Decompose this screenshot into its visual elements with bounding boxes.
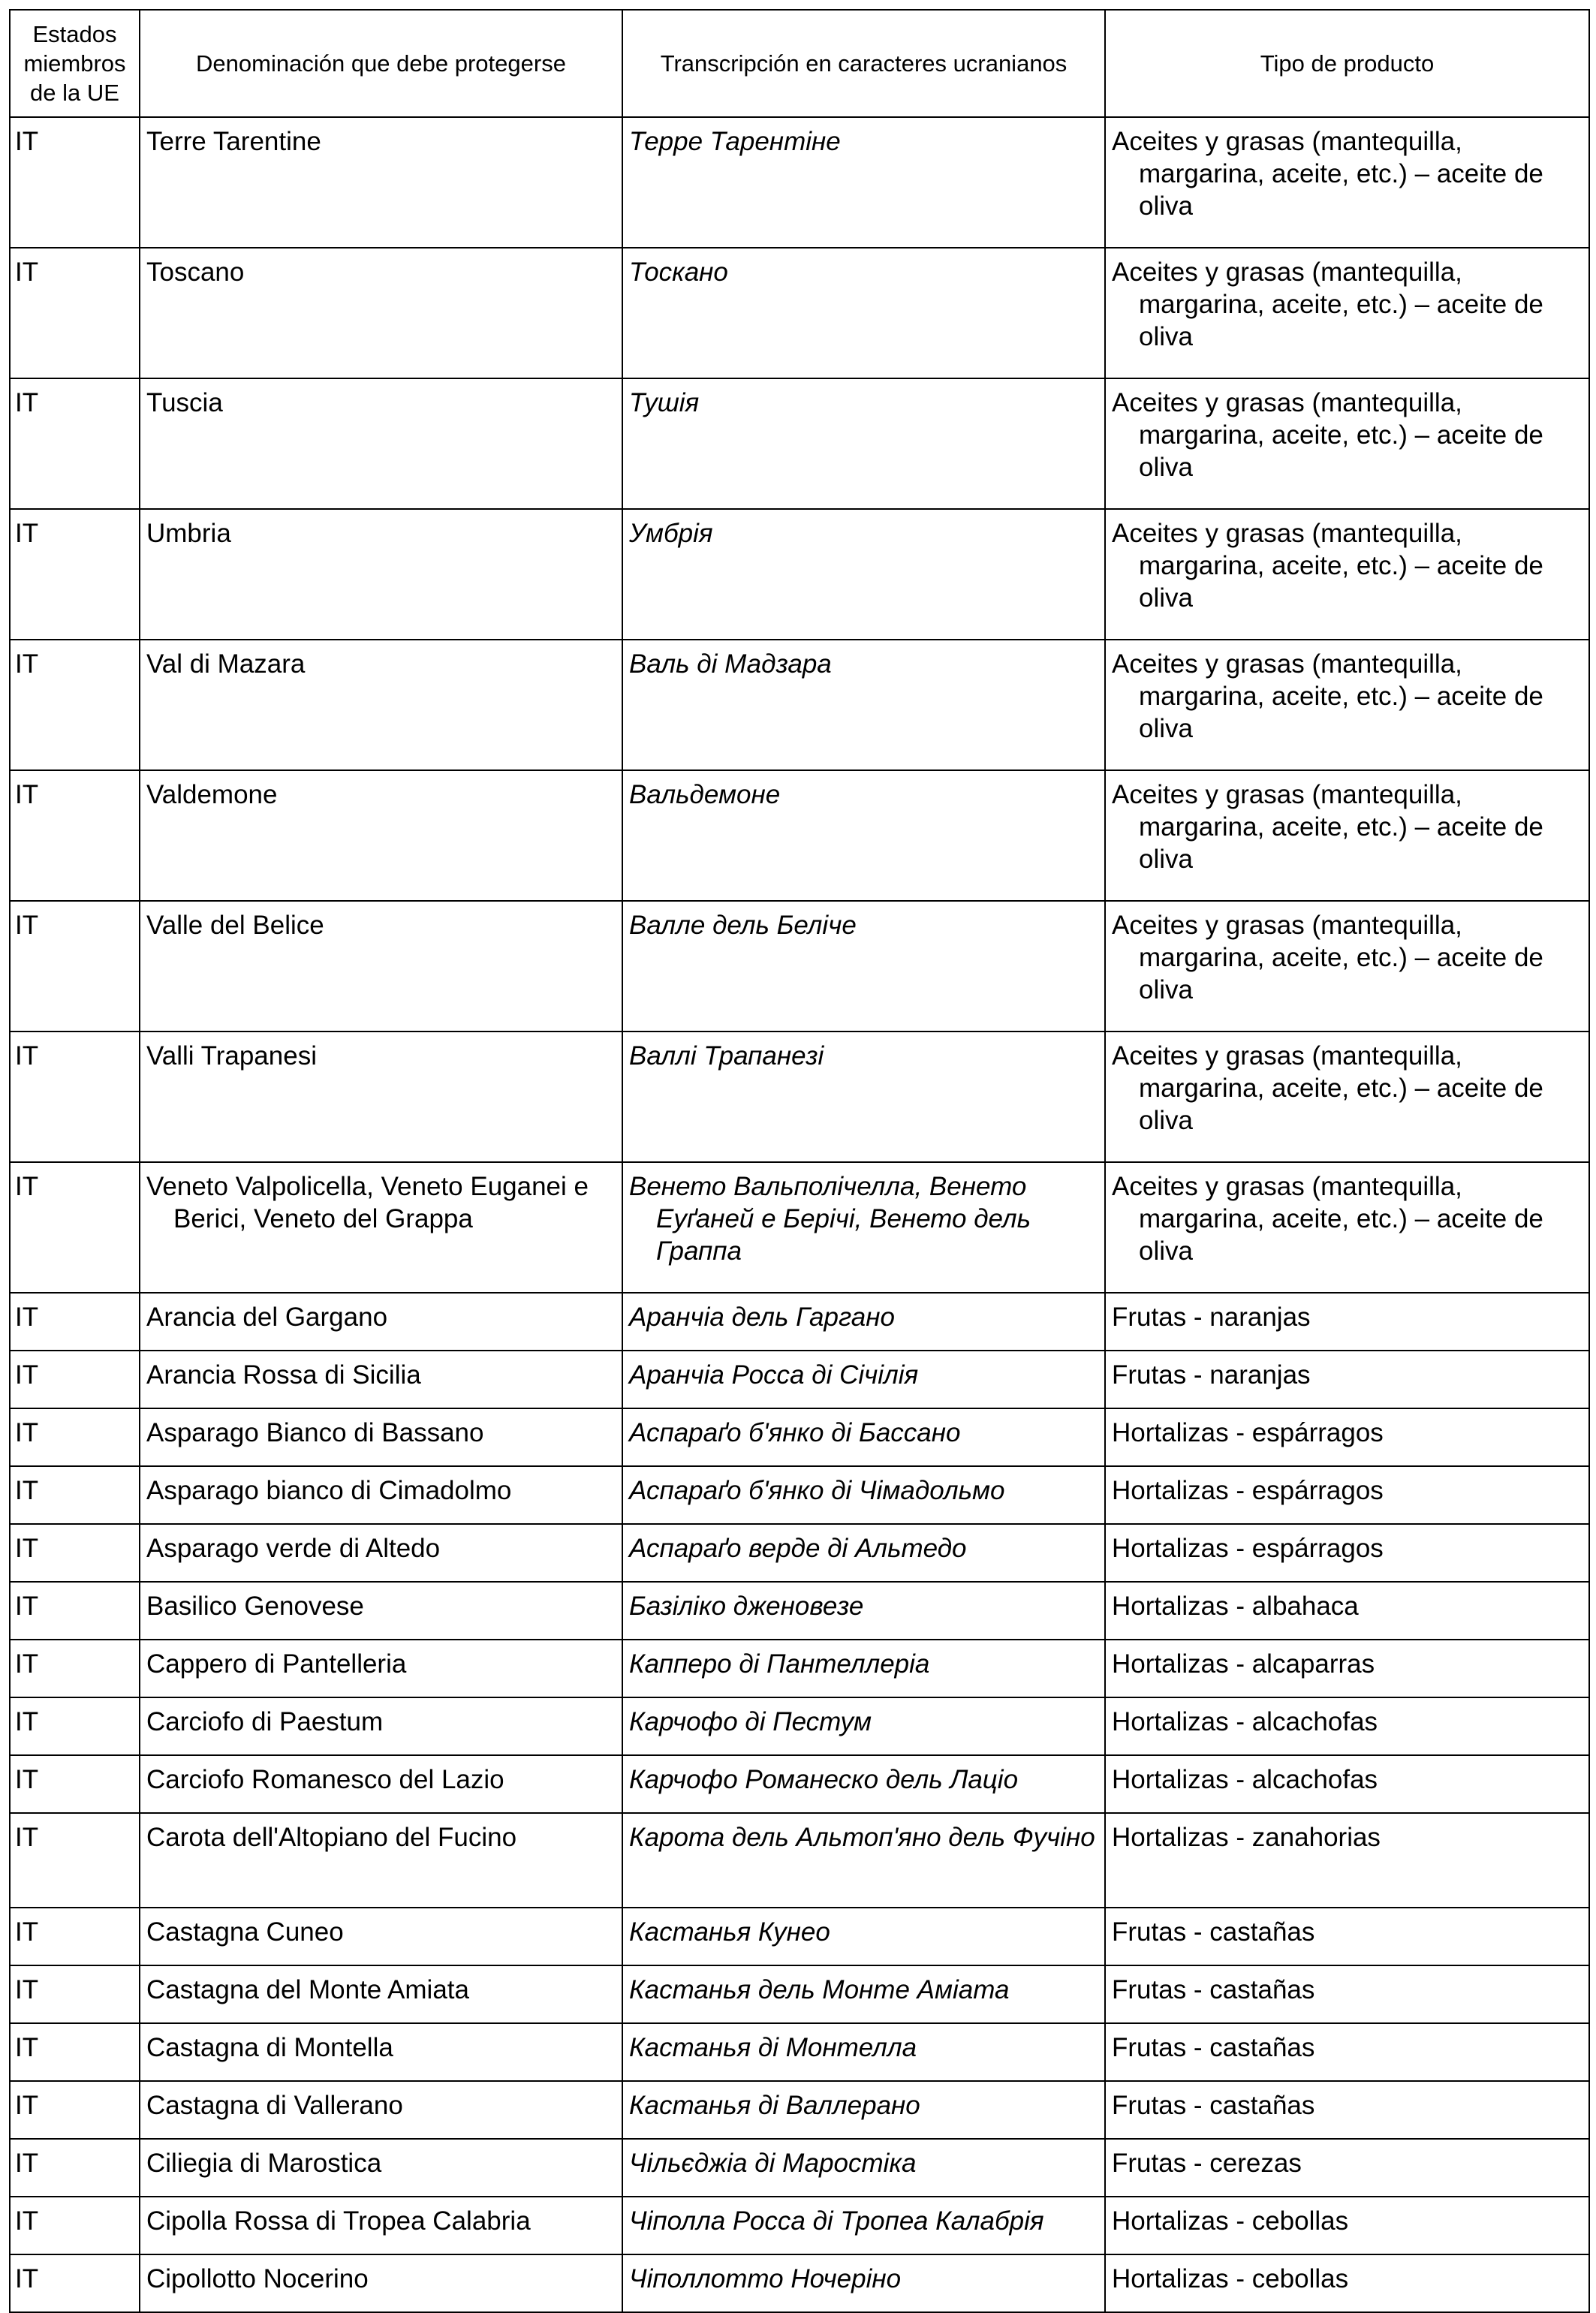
cell-member-state-text: IT — [15, 1476, 39, 1505]
cell-product-type-text: Aceites y grasas (mantequilla, margarina, aceite, etc.) – aceite de oliva — [1112, 519, 1543, 613]
cell-transcription — [622, 1640, 1105, 1697]
cell-product-type-text: Aceites y grasas (mantequilla, margarina, aceite, etc.) – aceite de oliva — [1112, 649, 1543, 743]
table-row — [10, 640, 1589, 770]
cell-product-type — [1105, 1032, 1589, 1162]
cell-transcription — [622, 1293, 1105, 1351]
cell-protected-name-text: Tuscia — [146, 388, 223, 417]
cell-product-type-text: Frutas - cerezas — [1112, 2149, 1302, 2178]
cell-member-state-text: IT — [15, 1649, 39, 1679]
cell-product-type — [1105, 1293, 1589, 1351]
cell-member-state-text: IT — [15, 1534, 39, 1563]
cell-product-type — [1105, 2081, 1589, 2139]
cell-protected-name — [140, 1524, 622, 1582]
cell-transcription — [622, 117, 1105, 248]
cell-transcription — [622, 248, 1105, 378]
cell-protected-name-text: Cappero di Pantelleria — [146, 1649, 407, 1679]
cell-member-state — [10, 1697, 140, 1755]
cell-transcription — [622, 1162, 1105, 1293]
cell-member-state — [10, 2139, 140, 2197]
cell-product-type — [1105, 640, 1589, 770]
cell-member-state-text: IT — [15, 2206, 39, 2236]
cell-product-type-text: Frutas - castañas — [1112, 2091, 1315, 2120]
cell-protected-name-text: Carota dell'Altopiano del Fucino — [146, 1823, 517, 1852]
cell-transcription-text: Валле дель Беліче — [629, 911, 857, 940]
cell-product-type-text: Aceites y grasas (mantequilla, margarina, aceite, etc.) – aceite de oliva — [1112, 1172, 1543, 1266]
document-page — [9, 9, 1588, 2313]
cell-product-type-text: Hortalizas - zanahorias — [1112, 1823, 1381, 1852]
cell-protected-name — [140, 2254, 622, 2312]
cell-product-type-text: Aceites y grasas (mantequilla, margarina, aceite, etc.) – aceite de oliva — [1112, 127, 1543, 221]
cell-protected-name-text: Arancia Rossa di Sicilia — [146, 1360, 421, 1390]
cell-member-state — [10, 901, 140, 1032]
cell-member-state-text: IT — [15, 1707, 39, 1736]
cell-protected-name-text: Arancia del Gargano — [146, 1303, 388, 1332]
cell-protected-name-text: Veneto Valpolicella, Veneto Euganei e Berici, Veneto del Grappa — [146, 1172, 589, 1233]
cell-member-state — [10, 1408, 140, 1466]
cell-transcription-text: Валь ді Мадзара — [629, 649, 832, 679]
cell-protected-name-text: Valdemone — [146, 780, 278, 809]
cell-member-state-text: IT — [15, 1418, 39, 1447]
cell-product-type — [1105, 1524, 1589, 1582]
cell-protected-name-text: Val di Mazara — [146, 649, 306, 679]
cell-product-type-text: Frutas - castañas — [1112, 1975, 1315, 2004]
cell-member-state-text: IT — [15, 519, 39, 548]
table-row — [10, 1408, 1589, 1466]
cell-product-type — [1105, 1908, 1589, 1965]
cell-protected-name-text: Basilico Genovese — [146, 1592, 364, 1621]
cell-transcription-text: Кастанья Кунео — [629, 1917, 830, 1947]
cell-product-type — [1105, 901, 1589, 1032]
cell-transcription — [622, 1908, 1105, 1965]
table-row — [10, 1697, 1589, 1755]
cell-member-state — [10, 1582, 140, 1640]
cell-product-type — [1105, 248, 1589, 378]
cell-member-state-text: IT — [15, 2149, 39, 2178]
cell-protected-name — [140, 640, 622, 770]
header-product-type: Tipo de producto — [1105, 10, 1589, 117]
cell-product-type-text: Hortalizas - cebollas — [1112, 2264, 1349, 2293]
cell-product-type — [1105, 1162, 1589, 1293]
cell-member-state — [10, 2197, 140, 2254]
cell-member-state — [10, 1162, 140, 1293]
cell-protected-name — [140, 2197, 622, 2254]
cell-protected-name-text: Castagna del Monte Amiata — [146, 1975, 469, 2004]
cell-transcription-text: Чіполла Росса ді Тропеа Калабрія — [629, 2206, 1044, 2236]
cell-protected-name — [140, 1351, 622, 1408]
table-row — [10, 2254, 1589, 2312]
cell-member-state — [10, 1908, 140, 1965]
cell-member-state-text: IT — [15, 388, 39, 417]
cell-protected-name — [140, 2023, 622, 2081]
cell-product-type-text: Aceites y grasas (mantequilla, margarina, aceite, etc.) – aceite de oliva — [1112, 258, 1543, 351]
cell-member-state-text: IT — [15, 127, 39, 156]
cell-member-state — [10, 378, 140, 509]
cell-protected-name-text: Valli Trapanesi — [146, 1041, 317, 1071]
cell-product-type — [1105, 117, 1589, 248]
cell-member-state — [10, 1755, 140, 1813]
cell-protected-name-text: Cipolla Rossa di Tropea Calabria — [146, 2206, 531, 2236]
cell-protected-name — [140, 378, 622, 509]
cell-protected-name-text: Asparago verde di Altedo — [146, 1534, 441, 1563]
cell-protected-name — [140, 2081, 622, 2139]
cell-transcription — [622, 1351, 1105, 1408]
cell-protected-name-text: Castagna di Montella — [146, 2033, 393, 2062]
cell-product-type — [1105, 2023, 1589, 2081]
cell-transcription-text: Тушія — [629, 388, 700, 417]
cell-protected-name — [140, 1755, 622, 1813]
cell-product-type — [1105, 509, 1589, 640]
cell-transcription — [622, 1965, 1105, 2023]
cell-product-type-text: Hortalizas - espárragos — [1112, 1476, 1384, 1505]
cell-protected-name-text: Umbria — [146, 519, 231, 548]
cell-transcription — [622, 378, 1105, 509]
cell-protected-name-text: Valle del Belice — [146, 911, 324, 940]
table-row — [10, 770, 1589, 901]
table-row — [10, 1582, 1589, 1640]
cell-product-type — [1105, 1582, 1589, 1640]
table-row — [10, 1908, 1589, 1965]
cell-product-type — [1105, 1813, 1589, 1908]
cell-protected-name-text: Carciofo di Paestum — [146, 1707, 384, 1736]
table-row — [10, 248, 1589, 378]
table-row — [10, 378, 1589, 509]
cell-member-state — [10, 248, 140, 378]
cell-transcription — [622, 1032, 1105, 1162]
cell-transcription-text: Умбрія — [629, 519, 713, 548]
table-row — [10, 2139, 1589, 2197]
cell-member-state-text: IT — [15, 1823, 39, 1852]
cell-member-state — [10, 2254, 140, 2312]
cell-protected-name-text: Asparago Bianco di Bassano — [146, 1418, 484, 1447]
cell-member-state-text: IT — [15, 1303, 39, 1332]
cell-transcription — [622, 1524, 1105, 1582]
cell-member-state-text: IT — [15, 649, 39, 679]
cell-protected-name — [140, 2139, 622, 2197]
cell-member-state — [10, 2081, 140, 2139]
table-row — [10, 1032, 1589, 1162]
cell-product-type — [1105, 2197, 1589, 2254]
cell-transcription-text: Аспараґо верде ді Альтедо — [629, 1534, 967, 1563]
cell-protected-name — [140, 1582, 622, 1640]
cell-member-state — [10, 1351, 140, 1408]
cell-member-state — [10, 2023, 140, 2081]
cell-protected-name-text: Castagna Cuneo — [146, 1917, 344, 1947]
cell-protected-name — [140, 770, 622, 901]
cell-transcription — [622, 2197, 1105, 2254]
cell-protected-name — [140, 1293, 622, 1351]
table-row — [10, 2023, 1589, 2081]
cell-transcription-text: Тоскано — [629, 258, 728, 287]
cell-protected-name-text: Terre Tarentine — [146, 127, 321, 156]
cell-transcription — [622, 1466, 1105, 1524]
cell-product-type-text: Hortalizas - albahaca — [1112, 1592, 1359, 1621]
cell-transcription — [622, 1697, 1105, 1755]
cell-product-type — [1105, 1640, 1589, 1697]
cell-transcription-text: Терре Тарентіне — [629, 127, 841, 156]
cell-product-type-text: Aceites y grasas (mantequilla, margarina, aceite, etc.) – aceite de oliva — [1112, 780, 1543, 874]
cell-member-state — [10, 1965, 140, 2023]
cell-product-type-text: Hortalizas - alcachofas — [1112, 1707, 1378, 1736]
cell-member-state — [10, 1466, 140, 1524]
cell-protected-name — [140, 1408, 622, 1466]
cell-transcription-text: Венето Вальполічелла, Венето Еуґаней е Берічі, Венето дель Граппа — [629, 1172, 1031, 1266]
table-row — [10, 1640, 1589, 1697]
cell-member-state-text: IT — [15, 2091, 39, 2120]
cell-member-state — [10, 509, 140, 640]
cell-transcription — [622, 1813, 1105, 1908]
cell-transcription — [622, 901, 1105, 1032]
cell-product-type — [1105, 1755, 1589, 1813]
cell-protected-name — [140, 1965, 622, 2023]
cell-product-type-text: Hortalizas - cebollas — [1112, 2206, 1349, 2236]
cell-protected-name-text: Ciliegia di Marostica — [146, 2149, 382, 2178]
cell-product-type-text: Aceites y grasas (mantequilla, margarina, aceite, etc.) – aceite de oliva — [1112, 1041, 1543, 1135]
cell-product-type — [1105, 1965, 1589, 2023]
cell-protected-name-text: Carciofo Romanesco del Lazio — [146, 1765, 504, 1794]
cell-protected-name — [140, 117, 622, 248]
cell-transcription — [622, 2139, 1105, 2197]
table-body — [10, 117, 1589, 2312]
cell-member-state-text: IT — [15, 2033, 39, 2062]
table-row — [10, 1755, 1589, 1813]
cell-transcription-text: Карчофо Романеско дель Лаціо — [629, 1765, 1019, 1794]
cell-transcription — [622, 2254, 1105, 2312]
cell-protected-name — [140, 901, 622, 1032]
cell-transcription-text: Аспараґо б'янко ді Чімадольмо — [629, 1476, 1005, 1505]
cell-transcription — [622, 509, 1105, 640]
cell-transcription-text: Кастанья дель Монте Аміата — [629, 1975, 1010, 2004]
cell-product-type-text: Hortalizas - espárragos — [1112, 1534, 1384, 1563]
cell-member-state — [10, 1813, 140, 1908]
cell-member-state-text: IT — [15, 1360, 39, 1390]
table-row — [10, 1466, 1589, 1524]
cell-transcription — [622, 1755, 1105, 1813]
cell-protected-name — [140, 1162, 622, 1293]
cell-transcription-text: Аспараґо б'янко ді Бассано — [629, 1418, 961, 1447]
cell-member-state — [10, 1293, 140, 1351]
cell-protected-name — [140, 1813, 622, 1908]
table-row — [10, 901, 1589, 1032]
cell-product-type — [1105, 378, 1589, 509]
cell-transcription-text: Карчофо ді Пестум — [629, 1707, 872, 1736]
table-row — [10, 1351, 1589, 1408]
cell-product-type — [1105, 2254, 1589, 2312]
cell-product-type-text: Hortalizas - alcaparras — [1112, 1649, 1375, 1679]
cell-protected-name — [140, 1032, 622, 1162]
cell-member-state-text: IT — [15, 1765, 39, 1794]
cell-transcription-text: Базіліко дженовезе — [629, 1592, 864, 1621]
cell-transcription — [622, 1582, 1105, 1640]
table-row — [10, 1293, 1589, 1351]
cell-protected-name — [140, 248, 622, 378]
cell-member-state — [10, 1524, 140, 1582]
cell-member-state-text: IT — [15, 1917, 39, 1947]
table-header-row — [10, 10, 1589, 117]
protected-names-table — [9, 9, 1590, 2313]
cell-protected-name — [140, 1697, 622, 1755]
cell-transcription — [622, 770, 1105, 901]
cell-transcription-text: Капперо ді Пантеллеріа — [629, 1649, 930, 1679]
header-member-state: Estados miembros de la UE — [10, 10, 140, 117]
table-row — [10, 1162, 1589, 1293]
cell-product-type-text: Frutas - castañas — [1112, 1917, 1315, 1947]
cell-protected-name-text: Asparago bianco di Cimadolmo — [146, 1476, 512, 1505]
cell-protected-name — [140, 1466, 622, 1524]
cell-transcription-text: Вальдемоне — [629, 780, 781, 809]
cell-member-state — [10, 1640, 140, 1697]
cell-product-type-text: Hortalizas - alcachofas — [1112, 1765, 1378, 1794]
cell-member-state-text: IT — [15, 1592, 39, 1621]
cell-product-type — [1105, 770, 1589, 901]
cell-protected-name-text: Toscano — [146, 258, 245, 287]
cell-member-state — [10, 640, 140, 770]
cell-member-state-text: IT — [15, 1172, 39, 1201]
cell-product-type — [1105, 1466, 1589, 1524]
cell-product-type — [1105, 2139, 1589, 2197]
cell-member-state-text: IT — [15, 258, 39, 287]
cell-protected-name — [140, 1908, 622, 1965]
cell-transcription-text: Аранчіа дель Гаргано — [629, 1303, 895, 1332]
cell-member-state — [10, 1032, 140, 1162]
cell-product-type — [1105, 1697, 1589, 1755]
cell-transcription-text: Кастанья ді Валлерано — [629, 2091, 920, 2120]
cell-member-state-text: IT — [15, 2264, 39, 2293]
cell-product-type-text: Aceites y grasas (mantequilla, margarina, aceite, etc.) – aceite de oliva — [1112, 911, 1543, 1004]
cell-transcription — [622, 640, 1105, 770]
cell-protected-name — [140, 509, 622, 640]
cell-transcription — [622, 2023, 1105, 2081]
cell-product-type-text: Frutas - castañas — [1112, 2033, 1315, 2062]
cell-protected-name — [140, 1640, 622, 1697]
cell-transcription-text: Кастанья ді Монтелла — [629, 2033, 917, 2062]
cell-member-state-text: IT — [15, 1975, 39, 2004]
cell-transcription-text: Аранчіа Росса ді Січілія — [629, 1360, 919, 1390]
cell-protected-name-text: Cipollotto Nocerino — [146, 2264, 369, 2293]
cell-transcription — [622, 1408, 1105, 1466]
table-row — [10, 509, 1589, 640]
cell-protected-name-text: Castagna di Vallerano — [146, 2091, 403, 2120]
table-row — [10, 117, 1589, 248]
table-row — [10, 1965, 1589, 2023]
table-row — [10, 2197, 1589, 2254]
cell-transcription-text: Чіполлотто Ночеріно — [629, 2264, 902, 2293]
cell-product-type — [1105, 1408, 1589, 1466]
table-row — [10, 2081, 1589, 2139]
header-transcription: Transcripción en caracteres ucranianos — [622, 10, 1105, 117]
cell-member-state — [10, 770, 140, 901]
cell-product-type-text: Aceites y grasas (mantequilla, margarina, aceite, etc.) – aceite de oliva — [1112, 388, 1543, 482]
cell-transcription-text: Карота дель Альтоп'яно дель Фучіно — [629, 1823, 1095, 1852]
cell-transcription-text: Валлі Трапанезі — [629, 1041, 824, 1071]
cell-member-state-text: IT — [15, 911, 39, 940]
cell-product-type-text: Hortalizas - espárragos — [1112, 1418, 1384, 1447]
cell-transcription-text: Чільєджіа ді Маростіка — [629, 2149, 917, 2178]
table-row — [10, 1813, 1589, 1908]
cell-product-type — [1105, 1351, 1589, 1408]
cell-member-state-text: IT — [15, 780, 39, 809]
cell-product-type-text: Frutas - naranjas — [1112, 1303, 1311, 1332]
header-protected-name: Denominación que debe protegerse — [140, 10, 622, 117]
cell-member-state-text: IT — [15, 1041, 39, 1071]
table-row — [10, 1524, 1589, 1582]
cell-member-state — [10, 117, 140, 248]
cell-transcription — [622, 2081, 1105, 2139]
cell-product-type-text: Frutas - naranjas — [1112, 1360, 1311, 1390]
